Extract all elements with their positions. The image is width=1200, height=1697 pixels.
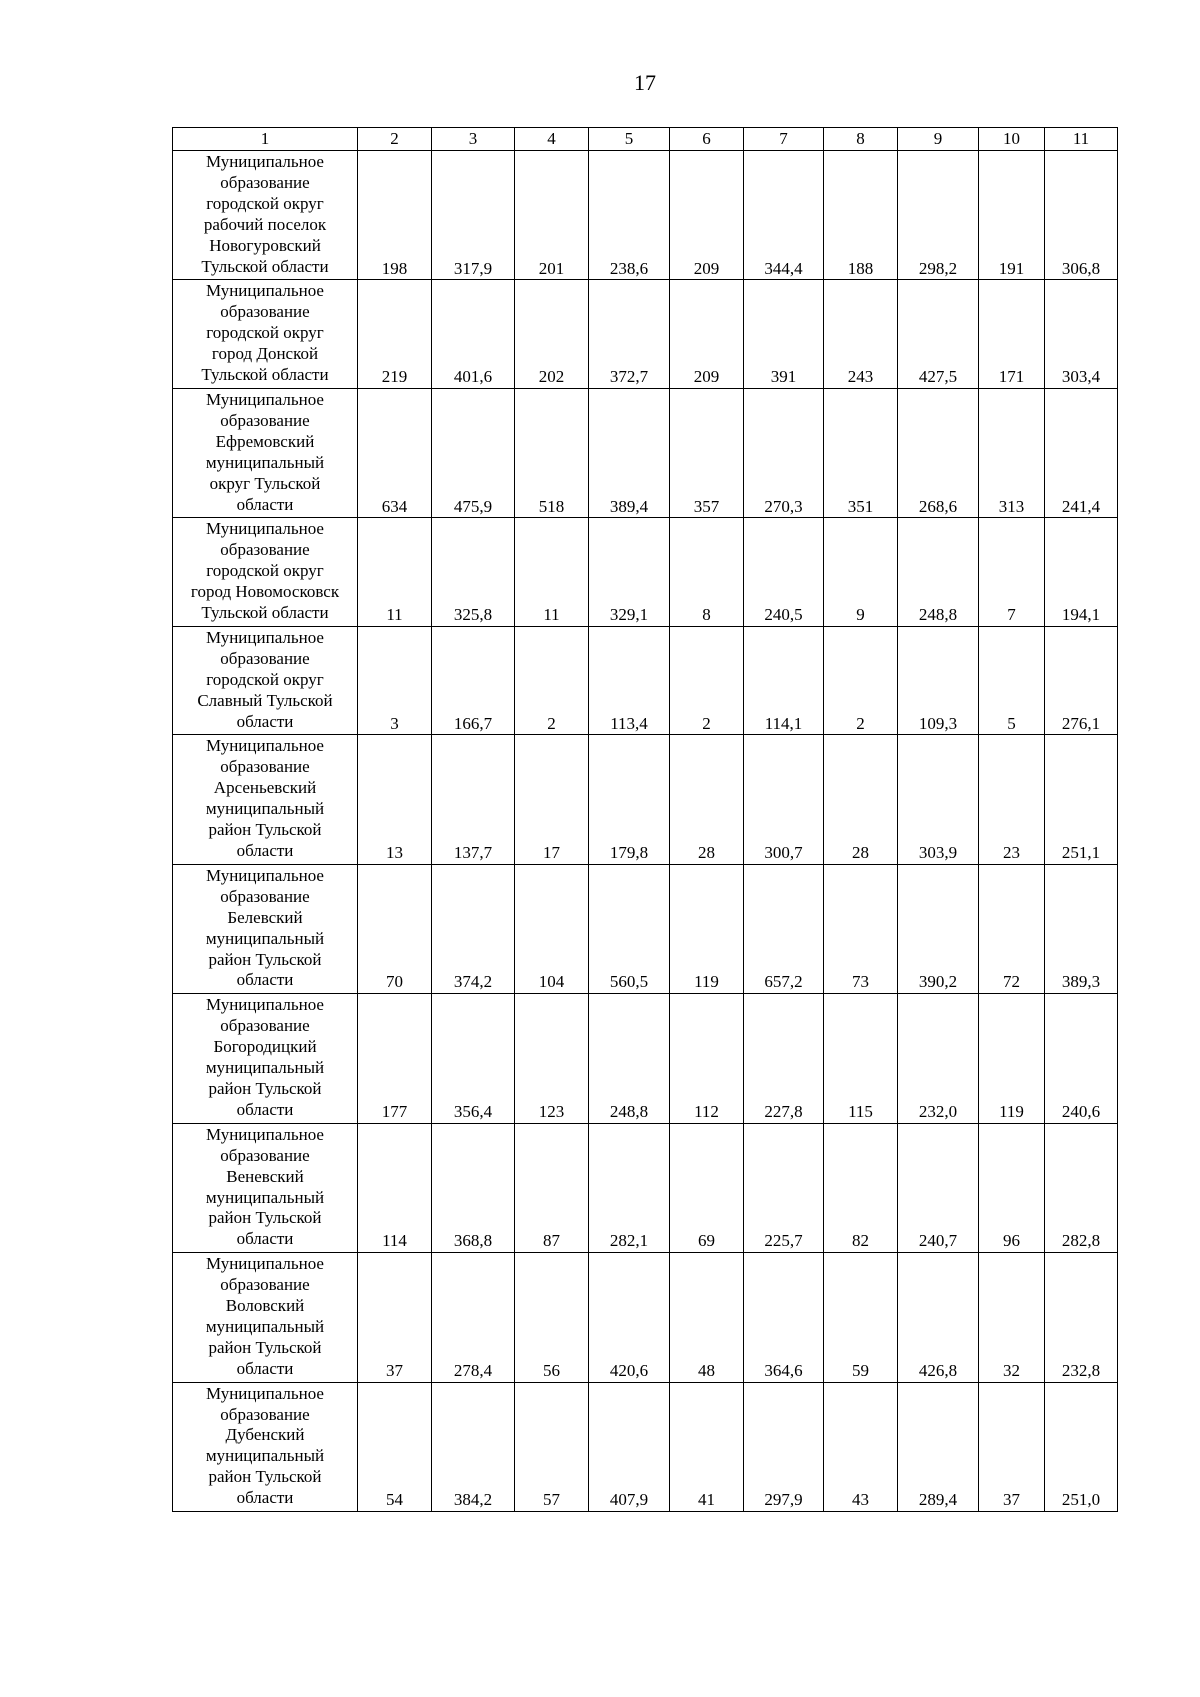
- value-cell: 123: [515, 994, 589, 1123]
- municipality-name-cell: [173, 626, 358, 735]
- value-cell: 9: [824, 518, 898, 627]
- value-cell: 407,9: [589, 1382, 670, 1511]
- municipality-name-cell: [173, 1382, 358, 1511]
- value-cell: 634: [358, 388, 432, 517]
- table-row: [173, 735, 1118, 864]
- table-row: [173, 1382, 1118, 1511]
- value-cell: 13: [358, 735, 432, 864]
- value-cell: 201: [515, 151, 589, 280]
- table-row: [173, 1253, 1118, 1382]
- value-cell: 191: [979, 151, 1045, 280]
- value-cell: 209: [670, 280, 744, 389]
- municipality-name-line: области: [236, 841, 294, 860]
- value-cell: 300,7: [744, 735, 824, 864]
- value-cell: 232,8: [1045, 1253, 1118, 1382]
- value-cell: 113,4: [589, 626, 670, 735]
- municipality-name-line: Арсеньевский: [213, 778, 317, 798]
- municipality-name-line: образование: [220, 1145, 310, 1165]
- value-cell: 475,9: [432, 388, 515, 517]
- value-cell: 364,6: [744, 1253, 824, 1382]
- value-cell: 166,7: [432, 626, 515, 735]
- value-cell: 401,6: [432, 280, 515, 389]
- value-cell: 194,1: [1045, 518, 1118, 627]
- value-cell: 11: [358, 518, 432, 627]
- value-cell: 137,7: [432, 735, 515, 864]
- column-header: 10: [979, 128, 1045, 151]
- municipality-name-cell: [173, 518, 358, 627]
- value-cell: 70: [358, 864, 432, 993]
- table-row: [173, 1123, 1118, 1252]
- value-cell: 306,8: [1045, 151, 1118, 280]
- value-cell: 41: [670, 1382, 744, 1511]
- value-cell: 240,5: [744, 518, 824, 627]
- value-cell: 11: [515, 518, 589, 627]
- value-cell: 3: [358, 626, 432, 735]
- value-cell: 5: [979, 626, 1045, 735]
- municipality-name-line: Белевский: [227, 907, 303, 927]
- value-cell: 329,1: [589, 518, 670, 627]
- value-cell: 104: [515, 864, 589, 993]
- data-table: [172, 127, 1118, 1512]
- page-number: 17: [634, 70, 656, 95]
- municipality-name-line: муниципальный: [205, 928, 325, 948]
- municipality-name-line: Ефремовский: [215, 431, 315, 451]
- municipality-name-line: Муниципальное: [206, 736, 324, 756]
- column-header: 5: [589, 128, 670, 151]
- value-cell: 87: [515, 1123, 589, 1252]
- column-header: 9: [898, 128, 979, 151]
- municipality-name-line: образование: [220, 172, 310, 192]
- municipality-name-line: город Новомосковск: [190, 582, 340, 602]
- municipality-name-line: образование: [220, 540, 310, 560]
- municipality-name-line: образование: [220, 757, 310, 777]
- municipality-name-line: муниципальный: [205, 1187, 325, 1207]
- municipality-name-line: городской округ: [206, 323, 324, 343]
- municipality-name-line: район Тульской: [208, 1467, 322, 1487]
- value-cell: 177: [358, 994, 432, 1123]
- value-cell: 232,0: [898, 994, 979, 1123]
- municipality-name-line: Тульской области: [201, 603, 329, 623]
- municipality-name-line: Муниципальное: [206, 627, 324, 647]
- value-cell: 240,6: [1045, 994, 1118, 1123]
- value-cell: 112: [670, 994, 744, 1123]
- municipality-name-line: области: [236, 970, 294, 990]
- municipality-name-cell: [173, 151, 358, 280]
- column-header: 1: [173, 128, 358, 151]
- municipality-name-line: области: [236, 1358, 294, 1378]
- value-cell: 96: [979, 1123, 1045, 1252]
- value-cell: 225,7: [744, 1123, 824, 1252]
- value-cell: 420,6: [589, 1253, 670, 1382]
- municipality-name-line: Богородицкий: [213, 1037, 317, 1057]
- value-cell: 59: [824, 1253, 898, 1382]
- municipality-name-line: образование: [220, 1404, 310, 1424]
- value-cell: 54: [358, 1382, 432, 1511]
- value-cell: 368,8: [432, 1123, 515, 1252]
- value-cell: 344,4: [744, 151, 824, 280]
- value-cell: 73: [824, 864, 898, 993]
- value-cell: 248,8: [589, 994, 670, 1123]
- municipality-name-line: муниципальный: [205, 1058, 325, 1078]
- table-row: [173, 518, 1118, 627]
- value-cell: 57: [515, 1382, 589, 1511]
- municipality-name-line: образование: [220, 648, 310, 668]
- value-cell: 270,3: [744, 388, 824, 517]
- municipality-name-line: муниципальный: [205, 1316, 325, 1336]
- municipality-name-line: район Тульской: [208, 949, 322, 969]
- value-cell: 282,8: [1045, 1123, 1118, 1252]
- column-header: 11: [1045, 128, 1118, 151]
- value-cell: 37: [358, 1253, 432, 1382]
- municipality-name-line: муниципальный: [205, 799, 325, 819]
- municipality-name-line: Тульской области: [201, 365, 329, 385]
- column-header: 8: [824, 128, 898, 151]
- value-cell: 389,3: [1045, 864, 1118, 993]
- municipality-name-line: муниципальный: [205, 452, 325, 472]
- municipality-name-line: муниципальный: [205, 1446, 325, 1466]
- table-row: [173, 151, 1118, 280]
- value-cell: 202: [515, 280, 589, 389]
- municipality-name-line: Муниципальное: [206, 1124, 324, 1144]
- value-cell: 171: [979, 280, 1045, 389]
- municipality-name-line: городской округ: [206, 669, 324, 689]
- municipality-name-cell: [173, 864, 358, 993]
- value-cell: 179,8: [589, 735, 670, 864]
- municipality-name-line: области: [236, 1488, 294, 1508]
- value-cell: 240,7: [898, 1123, 979, 1252]
- column-header: 6: [670, 128, 744, 151]
- table-row: [173, 626, 1118, 735]
- value-cell: 278,4: [432, 1253, 515, 1382]
- municipality-name-line: области: [236, 494, 294, 514]
- value-cell: 56: [515, 1253, 589, 1382]
- value-cell: 119: [979, 994, 1045, 1123]
- value-cell: 298,2: [898, 151, 979, 280]
- value-cell: 37: [979, 1382, 1045, 1511]
- column-header: 3: [432, 128, 515, 151]
- value-cell: 317,9: [432, 151, 515, 280]
- value-cell: 241,4: [1045, 388, 1118, 517]
- municipality-name-line: Тульской области: [201, 256, 329, 276]
- column-header: 4: [515, 128, 589, 151]
- municipality-name-line: образование: [220, 886, 310, 906]
- value-cell: 109,3: [898, 626, 979, 735]
- value-cell: 2: [670, 626, 744, 735]
- value-cell: 657,2: [744, 864, 824, 993]
- municipality-name-line: Муниципальное: [206, 152, 324, 171]
- value-cell: 389,4: [589, 388, 670, 517]
- value-cell: 238,6: [589, 151, 670, 280]
- municipality-name-line: город Донской: [211, 344, 319, 364]
- value-cell: 32: [979, 1253, 1045, 1382]
- municipality-name-line: образование: [220, 1016, 310, 1036]
- column-header: 7: [744, 128, 824, 151]
- value-cell: 251,1: [1045, 735, 1118, 864]
- value-cell: 356,4: [432, 994, 515, 1123]
- value-cell: 2: [515, 626, 589, 735]
- municipality-name-line: области: [236, 1229, 294, 1249]
- value-cell: 7: [979, 518, 1045, 627]
- municipality-name-line: район Тульской: [208, 1208, 322, 1228]
- value-cell: 374,2: [432, 864, 515, 993]
- municipality-name-line: Муниципальное: [206, 519, 324, 539]
- municipality-name-line: округ Тульской: [209, 473, 321, 493]
- value-cell: 303,9: [898, 735, 979, 864]
- value-cell: 325,8: [432, 518, 515, 627]
- value-cell: 82: [824, 1123, 898, 1252]
- municipality-name-line: рабочий поселок: [203, 214, 327, 234]
- municipality-name-cell: [173, 735, 358, 864]
- value-cell: 23: [979, 735, 1045, 864]
- value-cell: 8: [670, 518, 744, 627]
- value-cell: 426,8: [898, 1253, 979, 1382]
- municipality-name-line: Муниципальное: [206, 1254, 324, 1274]
- value-cell: 276,1: [1045, 626, 1118, 735]
- value-cell: 248,8: [898, 518, 979, 627]
- municipality-name-line: район Тульской: [208, 1078, 322, 1098]
- value-cell: 357: [670, 388, 744, 517]
- municipality-name-line: Дубенский: [225, 1425, 305, 1445]
- table-row: [173, 994, 1118, 1123]
- value-cell: 114,1: [744, 626, 824, 735]
- value-cell: 28: [670, 735, 744, 864]
- value-cell: 28: [824, 735, 898, 864]
- value-cell: 303,4: [1045, 280, 1118, 389]
- municipality-name-line: Муниципальное: [206, 865, 324, 885]
- municipality-name-line: образование: [220, 302, 310, 322]
- municipality-name-line: Муниципальное: [206, 281, 324, 301]
- municipality-name-line: городской округ: [206, 561, 324, 581]
- value-cell: 119: [670, 864, 744, 993]
- column-header: 2: [358, 128, 432, 151]
- value-cell: 209: [670, 151, 744, 280]
- value-cell: 384,2: [432, 1382, 515, 1511]
- value-cell: 351: [824, 388, 898, 517]
- municipality-name-line: области: [236, 711, 294, 731]
- value-cell: 219: [358, 280, 432, 389]
- value-cell: 282,1: [589, 1123, 670, 1252]
- value-cell: 251,0: [1045, 1382, 1118, 1511]
- municipality-name-line: образование: [220, 1275, 310, 1295]
- municipality-name-line: Славный Тульской: [197, 690, 333, 710]
- municipality-name-cell: [173, 280, 358, 389]
- value-cell: 72: [979, 864, 1045, 993]
- value-cell: 43: [824, 1382, 898, 1511]
- value-cell: 227,8: [744, 994, 824, 1123]
- municipality-name-cell: [173, 1253, 358, 1382]
- table-row: [173, 388, 1118, 517]
- municipality-name-line: Веневский: [226, 1166, 304, 1186]
- municipality-name-line: образование: [220, 410, 310, 430]
- municipality-name-cell: [173, 1123, 358, 1252]
- value-cell: 560,5: [589, 864, 670, 993]
- municipality-name-cell: [173, 388, 358, 517]
- header-row: [173, 128, 1118, 151]
- value-cell: 69: [670, 1123, 744, 1252]
- municipality-name-line: Новогуровский: [209, 235, 321, 255]
- value-cell: 2: [824, 626, 898, 735]
- value-cell: 427,5: [898, 280, 979, 389]
- table-row: [173, 280, 1118, 389]
- table-row: [173, 864, 1118, 993]
- municipality-name-line: район Тульской: [208, 820, 322, 840]
- value-cell: 390,2: [898, 864, 979, 993]
- municipality-name-line: Муниципальное: [206, 389, 324, 409]
- municipality-name-line: городской округ: [206, 193, 324, 213]
- value-cell: 268,6: [898, 388, 979, 517]
- municipality-name-line: Муниципальное: [206, 995, 324, 1015]
- value-cell: 17: [515, 735, 589, 864]
- value-cell: 297,9: [744, 1382, 824, 1511]
- municipality-name-line: Муниципальное: [206, 1383, 324, 1403]
- value-cell: 48: [670, 1253, 744, 1382]
- municipality-name-line: области: [236, 1099, 294, 1119]
- municipality-name-line: Воловский: [225, 1296, 305, 1316]
- value-cell: 115: [824, 994, 898, 1123]
- value-cell: 188: [824, 151, 898, 280]
- value-cell: 391: [744, 280, 824, 389]
- value-cell: 313: [979, 388, 1045, 517]
- value-cell: 289,4: [898, 1382, 979, 1511]
- value-cell: 243: [824, 280, 898, 389]
- value-cell: 114: [358, 1123, 432, 1252]
- value-cell: 372,7: [589, 280, 670, 389]
- municipality-name-line: район Тульской: [208, 1337, 322, 1357]
- value-cell: 518: [515, 388, 589, 517]
- table-body: [173, 128, 1118, 1512]
- value-cell: 198: [358, 151, 432, 280]
- municipality-name-cell: [173, 994, 358, 1123]
